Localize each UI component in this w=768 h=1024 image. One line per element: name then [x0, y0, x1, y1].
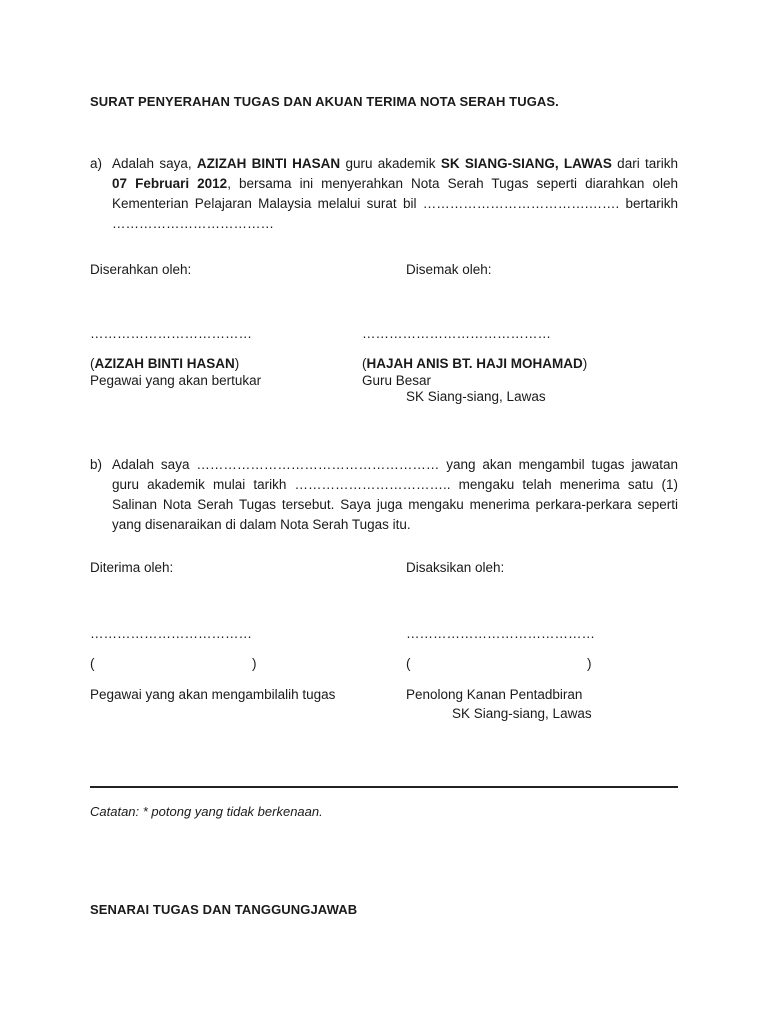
- section-a-paragraph: [112, 154, 678, 234]
- section-a-text-4: , bersama ini menyerahkan Nota Serah Tugas seperti diarahkan oleh Kementerian Pelajaran Malaysia melalui surat bil ……………………………….……. bertarikh ………………………………: [112, 176, 678, 231]
- signature-line-diserahkan: ………………………………: [90, 326, 252, 341]
- role-guru-besar: Guru Besar: [362, 373, 432, 388]
- section-a-text-3: dari tarikh: [611, 156, 678, 171]
- school-name-b: SK Siang-siang, Lawas: [452, 706, 592, 721]
- open-paren-disaksikan: (: [406, 656, 411, 671]
- signatory-name-diserahkan: [90, 355, 239, 373]
- role-penolong-kanan: Penolong Kanan Pentadbiran: [406, 687, 583, 702]
- signatory-name: HAJAH ANIS BT. HAJI MOHAMAD: [366, 356, 583, 371]
- section-a-school: SK SIANG-SIANG, LAWAS: [440, 156, 612, 171]
- school-name-a: SK Siang-siang, Lawas: [406, 389, 546, 404]
- close-paren: ): [234, 356, 240, 371]
- section-a-name: AZIZAH BINTI HASAN: [196, 156, 341, 171]
- signature-line-diterima: ………………………………: [90, 626, 252, 641]
- horizontal-divider: [90, 786, 678, 788]
- section-a-text-2: guru akademik: [340, 156, 441, 171]
- disaksikan-label: Disaksikan oleh:: [406, 560, 505, 575]
- close-paren-disaksikan: ): [587, 656, 592, 671]
- role-pegawai-bertukar: Pegawai yang akan bertukar: [90, 373, 262, 388]
- role-pegawai-mengambilalih: Pegawai yang akan mengambilalih tugas: [90, 687, 336, 702]
- section-a-marker: a): [90, 156, 103, 171]
- section-b-paragraph: Adalah saya ……………………………………………… yang akan mengambil tugas jawatan guru akademik mulai tarikh …………………………….. mengaku telah menerima satu (1) Salinan Nota Serah Tugas tersebut. Saya juga mengaku menerima perkara-perkara seperti yang disenaraikan di dalam Nota Serah Tugas itu.: [112, 457, 678, 532]
- signature-line-disemak: ……………………………………: [362, 326, 551, 341]
- document-title: SURAT PENYERAHAN TUGAS DAN AKUAN TERIMA NOTA SERAH TUGAS.: [90, 94, 559, 109]
- section-heading-senarai-tugas: SENARAI TUGAS DAN TANGGUNGJAWAB: [90, 902, 358, 917]
- open-paren: (: [90, 356, 95, 371]
- section-a-date: 07 Februari 2012: [112, 176, 228, 191]
- close-paren: ): [582, 356, 588, 371]
- signatory-name-disemak: [362, 355, 587, 373]
- open-paren: (: [362, 356, 367, 371]
- signature-line-disaksikan: ……………………………………: [406, 626, 595, 641]
- close-paren-diterima: ): [252, 656, 257, 671]
- disemak-label: Disemak oleh:: [406, 262, 492, 277]
- catatan-note: Catatan: * potong yang tidak berkenaan.: [90, 804, 323, 819]
- section-b-marker: b): [90, 457, 103, 472]
- section-a-text-1: Adalah saya,: [112, 156, 197, 171]
- diterima-label: Diterima oleh:: [90, 560, 174, 575]
- diserahkan-label: Diserahkan oleh:: [90, 262, 192, 277]
- open-paren-diterima: (: [90, 656, 95, 671]
- signatory-name: AZIZAH BINTI HASAN: [94, 356, 235, 371]
